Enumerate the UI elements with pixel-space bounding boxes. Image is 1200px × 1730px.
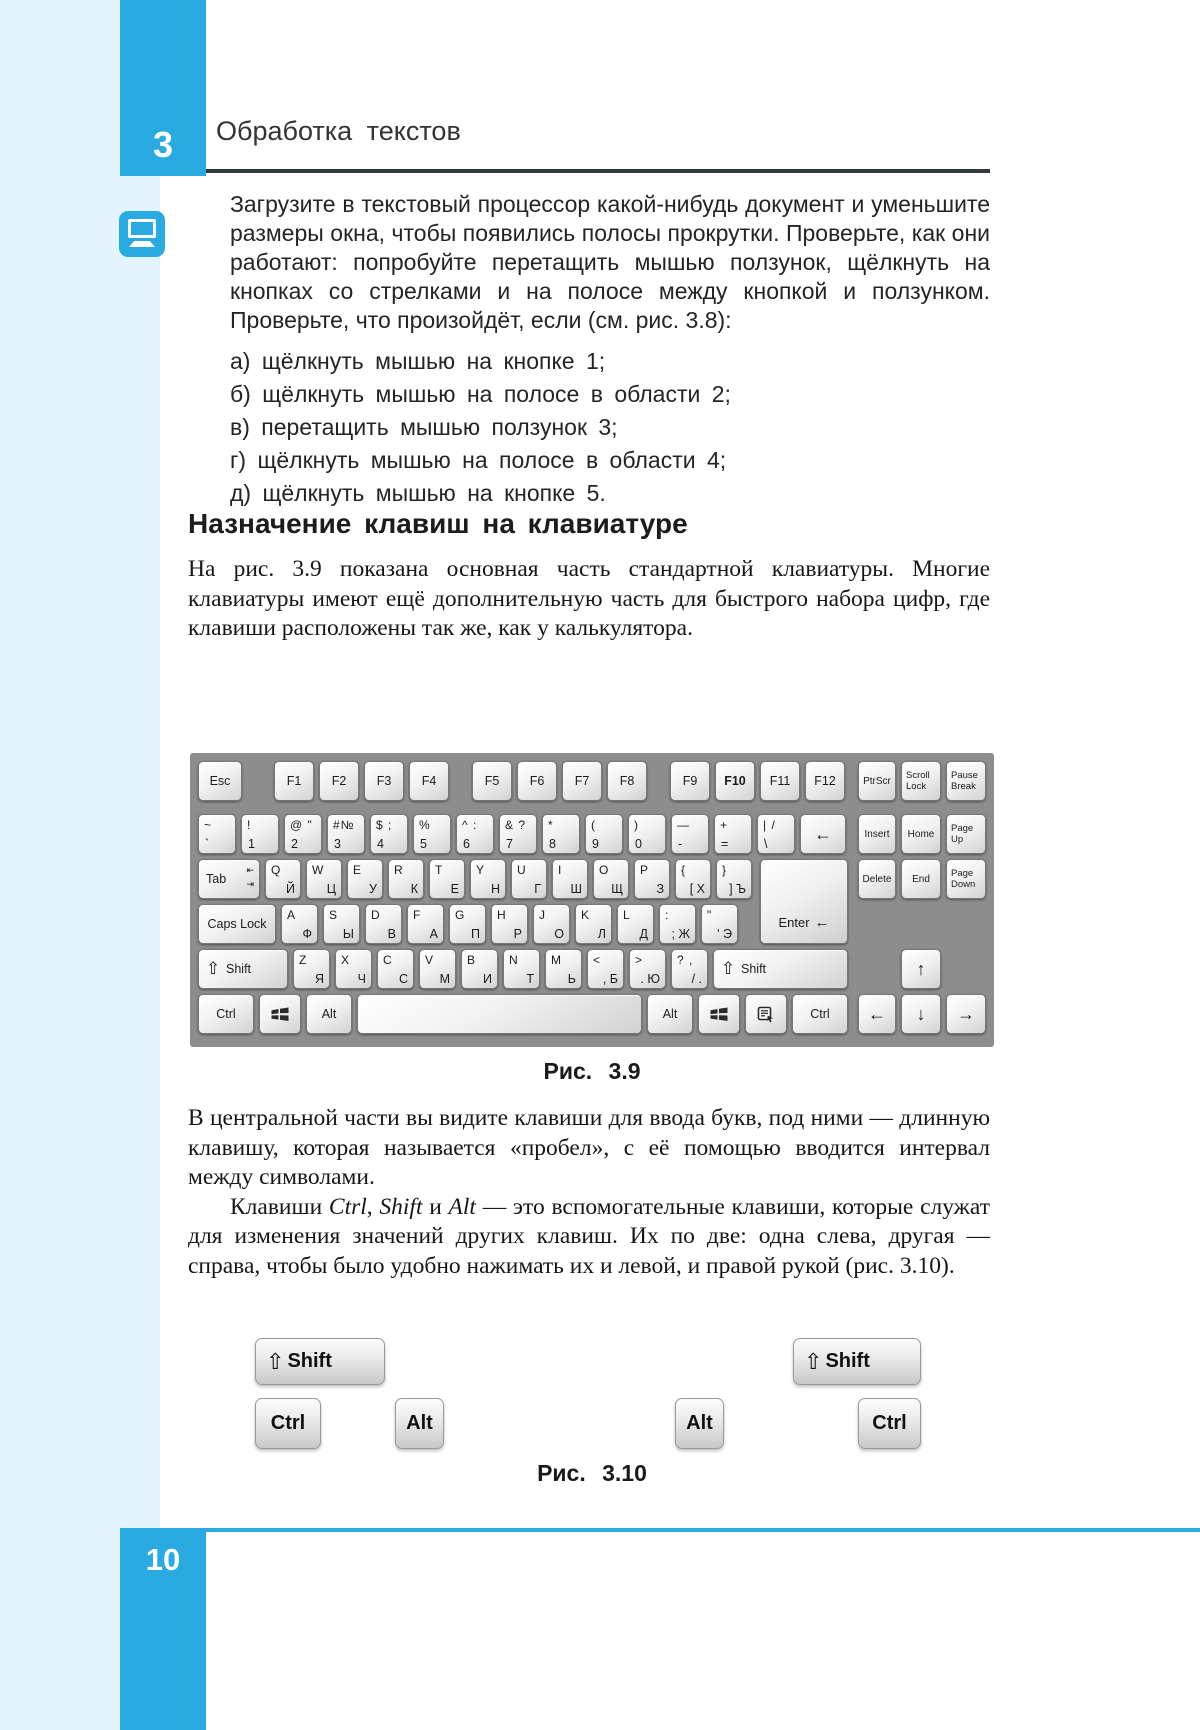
key-f6: F6 [517,761,557,801]
right-arrow-icon: → [957,1003,975,1024]
key-space [357,994,642,1034]
key-shift: ⇧ Shift [198,949,288,989]
task-block [230,190,990,514]
key-(: ( 9 [585,814,623,854]
key-& ?: & ? 7 [499,814,537,854]
key-F: F А [407,904,444,944]
task-list [230,349,990,505]
list-item: д) щёлкнуть мышью на кнопке 5. [230,480,606,506]
key-}: } ] Ъ [716,859,752,899]
key-P: P З [634,859,670,899]
task-paragraph: Загрузите в текстовый процессор какой-нибудь документ и уменьшите размеры окна, чтобы появились полосы прокрутки. Проверьте, как они работают: попробуйте перетащить мышью ползунок, щёлкнуть на кнопках со стрелками и на полосе между кнопкой и ползунком. Проверьте, что произойдёт, если (см. рис. 3.8): [230,191,990,333]
figure-key-ctrl: Ctrl [255,1398,321,1449]
down-arrow-icon: ↓ [916,1003,926,1024]
key-Y: Y Н [470,859,506,899]
key-+: + = [714,814,752,854]
page-number: 10 [145,1542,181,1577]
figure-key-alt: Alt [675,1398,724,1449]
key-shift: ⇧ Shift [713,949,848,989]
sidebar-strip [0,0,160,1730]
key-delete: Delete [858,859,896,899]
key-ctrl: Ctrl [198,994,254,1034]
key-page-down: Page Down [946,859,986,899]
key-{: { [ Х [675,859,711,899]
key-scroll-lock: Scroll Lock [901,761,941,801]
keyboard-row [198,904,848,944]
key-~: ~ ` [198,814,236,854]
figure-caption: Рис. 3.10 [537,1460,647,1486]
up-arrow-icon: ↑ [916,958,926,979]
section-paragraph: На рис. 3.9 показана основная часть стандартной клавиатуры. Многие клавиатуры имеют ещё дополнительную часть для быстрого набора цифр, где клавиши расположены так же, как у калькулятора. [188,556,990,641]
keyboard-row [858,904,986,944]
key-): ) 0 [628,814,666,854]
key-K: K Л [575,904,612,944]
key-!: ! 1 [241,814,279,854]
key-D: D В [365,904,402,944]
computer-monitor-icon [119,211,165,257]
list-item: в) перетащить мышью ползунок 3; [230,414,618,440]
key-J: J О [533,904,570,944]
key-Z: Z Я [293,949,330,989]
windows-key [259,994,301,1034]
key-V: V М [419,949,456,989]
keyboard-row [198,994,848,1034]
key-end: End [901,859,941,899]
key-I: I Ш [552,859,588,899]
key-R: R К [388,859,424,899]
key-f7: F7 [562,761,602,801]
key-down [901,994,941,1034]
windows-logo-icon [709,1006,729,1022]
keyboard-figure [190,753,994,1047]
key-pause-break: Pause Break [946,761,986,801]
key-—: — - [671,814,709,854]
figure-key-shift: ⇧ Shift [255,1338,385,1385]
keyboard-row [858,814,986,854]
keyboard-row [858,949,986,989]
key->: > . Ю [629,949,666,989]
context-menu-icon [757,1006,775,1023]
figure-key-shift: ⇧ Shift [793,1338,921,1385]
key-#№: #№ 3 [327,814,365,854]
keyboard-row [858,761,986,801]
key-H: H Р [491,904,528,944]
keyboard-right-section [858,761,986,1039]
key-backspace [800,814,846,854]
left-arrow-icon: ← [868,1003,886,1024]
keyboard-row [198,949,848,989]
key-right [946,994,986,1034]
chapter-number: 3 [152,124,174,165]
paragraph: В центральной части вы видите клавиши для ввода букв, под ними — длинную клавишу, которая называется «пробел», с её помощью вводится интервал между символами. [188,1105,990,1190]
key-f9: F9 [670,761,710,801]
shift-arrow-icon: ⇧ [266,1348,285,1374]
shift-arrow-icon: ⇧ [804,1348,823,1374]
shift-arrow-icon: ⇧ [206,959,221,978]
key-home: Home [901,814,941,854]
list-item: б) щёлкнуть мышью на полосе в области 2; [230,381,731,407]
key-esc: Esc [198,761,242,801]
keyboard-row [858,859,986,899]
key-<: < , Б [587,949,624,989]
key-*: * 8 [542,814,580,854]
key-E: E У [347,859,383,899]
key-U: U Г [511,859,547,899]
keyboard-gap [247,761,269,801]
key-page-up: Page Up [946,814,986,854]
key-^ :: ^ : 6 [456,814,494,854]
key-Q: Q Й [265,859,301,899]
key-f8: F8 [607,761,647,801]
key-insert: Insert [858,814,896,854]
key-S: S Ы [323,904,360,944]
key-f4: F4 [409,761,449,801]
key-f12: F12 [805,761,845,801]
section [188,508,990,644]
key-L: L Д [617,904,654,944]
key-f10: F10 [715,761,755,801]
windows-logo-icon [270,1006,290,1022]
paragraph: Клавиши Ctrl, Shift и Alt — это вспомогательные клавиши, которые служат для изменения значений других клавиш. Их по две: одна слева, другая — справа, чтобы было удобно нажимать их и левой, и правой рукой (рис. 3.10). [188,1193,990,1279]
shift-arrow-icon: ⇧ [721,959,736,978]
keyboard-row [198,761,848,801]
menu-key [745,994,787,1034]
key-left [858,994,896,1034]
keyboard-gap [946,949,986,989]
keyboard-row [198,859,848,899]
figure-key-ctrl: Ctrl [858,1398,921,1449]
keyboard-gap [454,761,467,801]
keyboard-gap [652,761,665,801]
key-f5: F5 [472,761,512,801]
figure-caption: Рис. 3.9 [543,1058,641,1084]
key-ptrscr: PtrScr [858,761,896,801]
key-f1: F1 [274,761,314,801]
key-N: N Т [503,949,540,989]
key-$ ;: $ ; 4 [370,814,408,854]
key-O: O Щ [593,859,629,899]
key-T: T Е [429,859,465,899]
key-f3: F3 [364,761,404,801]
header-divider [206,169,990,173]
keyboard-row [858,994,986,1034]
footer-divider [120,1528,1200,1532]
key-X: X Ч [335,949,372,989]
page-number-tab [120,1528,206,1730]
windows-key [698,994,740,1034]
key-? ,: ? , / . [671,949,708,989]
key-alt: Alt [306,994,352,1034]
key-f11: F11 [760,761,800,801]
key-G: G П [449,904,486,944]
section-heading: Назначение клавиш на клавиатуре [188,508,688,539]
key-| /: | / \ [757,814,795,854]
keyboard-main-section [198,761,848,1039]
backspace-arrow-icon: ← [814,823,832,844]
key-@ ": @ " 2 [284,814,322,854]
key-f2: F2 [319,761,359,801]
key-enter: Enter ← [760,859,848,944]
key-tab: Tab ⇤ ⇥ [198,859,260,899]
key-%: % 5 [413,814,451,854]
figure-key-alt: Alt [395,1398,444,1449]
key-alt: Alt [647,994,693,1034]
body-text [188,1104,990,1281]
key-M: M Ь [545,949,582,989]
enter-arrow-icon: ← [814,914,830,931]
keyboard-gap [858,949,896,989]
key-": " ' Э [701,904,738,944]
list-item: а) щёлкнуть мышью на кнопке 1; [230,348,606,374]
key-C: C С [377,949,414,989]
list-item: г) щёлкнуть мышью на полосе в области 4; [230,447,727,473]
page-title: Обработка текстов [216,116,461,146]
chapter-number-tab [120,0,206,176]
keyboard-row [198,814,848,854]
key-A: A Ф [281,904,318,944]
key-W: W Ц [306,859,342,899]
key-ctrl: Ctrl [792,994,848,1034]
key-B: B И [461,949,498,989]
key-up [901,949,941,989]
key-caps-lock: Caps Lock [198,904,276,944]
key-:: : ; Ж [659,904,696,944]
tab-arrows-icon: ⇤ ⇥ [246,865,254,889]
